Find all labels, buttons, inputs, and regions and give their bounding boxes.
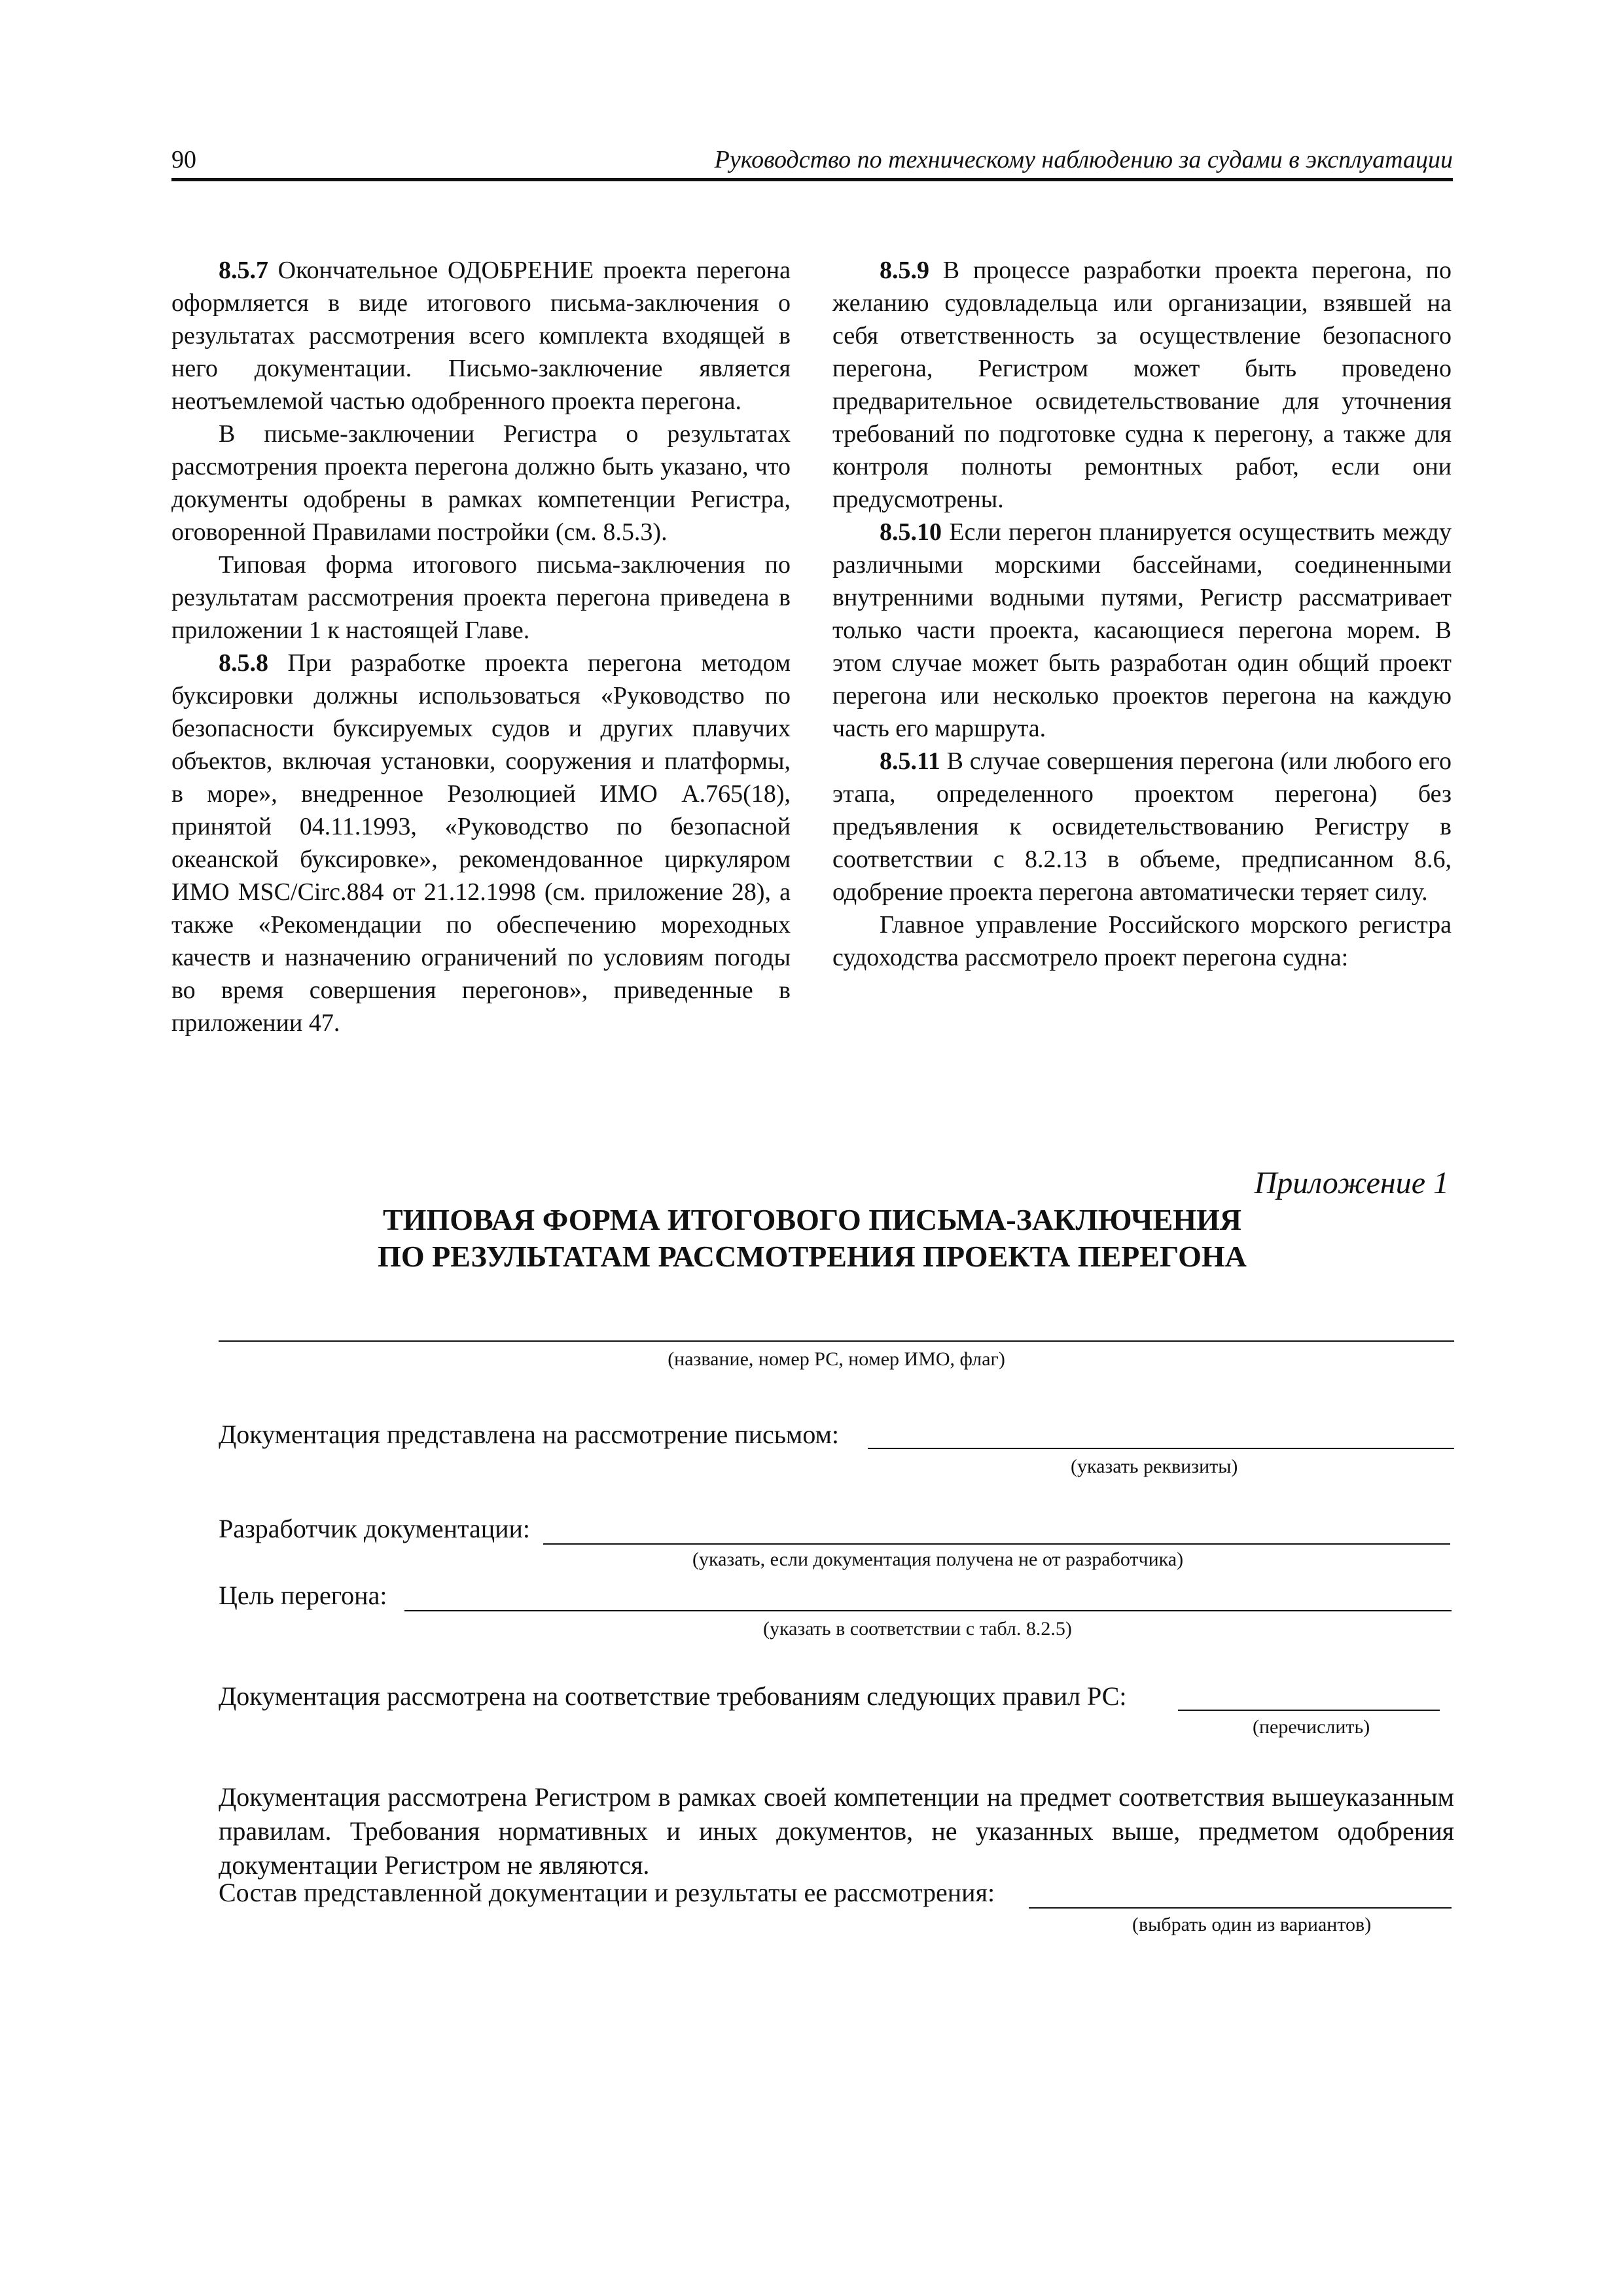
page-number: 90 [171, 146, 196, 173]
purpose-field[interactable] [404, 1610, 1452, 1611]
paragraph-text: Типовая форма итогового письма-заключения по результатам рассмотрения проекта перегона приведена в приложении 1 к настоящей Главе. [171, 551, 791, 644]
ship-name-caption: (название, номер РС, номер ИМО, флаг) [668, 1348, 1005, 1370]
clause-number: 8.5.7 [219, 257, 268, 284]
right_column-paragraph [832, 908, 1452, 974]
composition-label: Состав представленной документации и результаты ее рассмотрения: [219, 1878, 995, 1907]
appendix-title-line-2: ПО РЕЗУЛЬТАТАМ РАССМОТРЕНИЯ ПРОЕКТА ПЕРЕГОНА [378, 1240, 1247, 1273]
submitted-caption: (указать реквизиты) [1071, 1456, 1238, 1477]
purpose-label: Цель перегона: [219, 1581, 387, 1610]
competence-text: Документация рассмотрена Регистром в рамках своей компетенции на предмет соответствия вышеуказанным правилам. Требования нормативных и иных документов, не указанных выше, предметом одобрения документации Регистром не являются. [219, 1782, 1454, 1880]
submitted-label: Документация представлена на рассмотрение письмом: [219, 1420, 840, 1449]
paragraph-text: Окончательное ОДОБРЕНИЕ проекта перегона оформляется в виде итогового письма-заключения о результатах рассмотрения всего комплекта входящей в него документации. Письмо-заключение является неотъемлемой частью одобренного проекта перегона. [171, 257, 791, 415]
header-rule [171, 178, 1453, 181]
paragraph-text: Если перегон планируется осуществить между различными морскими бассейнами, соединенными внутренними водными путями, Регистр рассматривает только части проекта, касающиеся перегона морем. В этом случае может быть разработан один общий проект перегона или несколько проектов перегона на каждую часть его маршрута. [832, 518, 1452, 742]
clause-number: 8.5.10 [880, 518, 942, 546]
clause-number: 8.5.11 [880, 747, 940, 775]
left_column-paragraph [171, 418, 791, 548]
submitted-field[interactable] [868, 1448, 1454, 1449]
right-column [832, 254, 1452, 974]
developer-label: Разработчик документации: [219, 1514, 531, 1543]
purpose-caption: (указать в соответствии с табл. 8.2.5) [763, 1618, 1072, 1640]
paragraph-text: При разработке проекта перегона методом буксировки должны использоваться «Руководство по безопасности буксируемых судов и других плавучих объектов, включая установки, сооружения и платформы, в море», внедренное Резолюцией ИМО A.765(18), принятой 04.11.1993, «Руководство по безопасной океанской буксировке», рекомендованное циркуляром ИМО MSC/Circ.884 от 21.12.1998 (см. приложение 28), а также «Рекомендации по обеспечению мореходных качеств и назначению ограничений по условиям погоды во время совершения перегонов», приведенные в приложении 47. [171, 649, 791, 1037]
running-title: Руководство по техническому наблюдению за судами в эксплуатации [714, 146, 1453, 173]
developer-field[interactable] [543, 1543, 1450, 1545]
ship-name-field[interactable] [219, 1340, 1454, 1342]
left_column-paragraph [171, 254, 791, 418]
rules-label: Документация рассмотрена на соответствие требованиям следующих правил РС: [219, 1681, 1127, 1711]
composition-caption: (выбрать один из вариантов) [1132, 1914, 1372, 1935]
appendix-label: Приложение 1 [1254, 1166, 1449, 1200]
paragraph-text: В процессе разработки проекта перегона, по желанию судовладельца или организации, взявшей на себя ответственность за осуществление безопасного перегона, Регистром может быть проведено предварительное освидетельствование для уточнения требований по подготовке судна к перегону, а также для контроля полноты ремонтных работ, если они предусмотрены. [832, 257, 1452, 513]
left_column-paragraph [171, 548, 791, 647]
appendix-title [171, 1202, 1453, 1275]
paragraph-text: В письме-заключении Регистра о результатах рассмотрения проекта перегона должно быть указано, что документы одобрены в рамках компетенции Регистра, оговоренной Правилами постройки (см. 8.5.3). [171, 420, 791, 546]
competence-paragraph [219, 1780, 1454, 1882]
clause-number: 8.5.8 [219, 649, 268, 677]
rules-field[interactable] [1178, 1710, 1440, 1711]
left-column [171, 254, 791, 1039]
developer-caption: (указать, если документация получена не от разработчика) [692, 1549, 1184, 1570]
composition-field[interactable] [1029, 1907, 1452, 1909]
paragraph-text: В случае совершения перегона (или любого его этапа, определенного проектом перегона) без предъявления к освидетельствованию Регистру в соответствии с 8.2.13 в объеме, предписанном 8.6, одобрение проекта перегона автоматически теряет силу. [832, 747, 1452, 906]
left_column-paragraph [171, 647, 791, 1039]
rules-caption: (перечислить) [1253, 1716, 1370, 1738]
right_column-paragraph [832, 516, 1452, 745]
appendix-title-line-1: ТИПОВАЯ ФОРМА ИТОГОВОГО ПИСЬМА-ЗАКЛЮЧЕНИЯ [382, 1203, 1242, 1236]
right_column-paragraph [832, 254, 1452, 516]
clause-number: 8.5.9 [880, 257, 929, 284]
right_column-paragraph [832, 745, 1452, 908]
paragraph-text: Главное управление Российского морского регистра судоходства рассмотрело проект перегона судна: [832, 911, 1452, 971]
